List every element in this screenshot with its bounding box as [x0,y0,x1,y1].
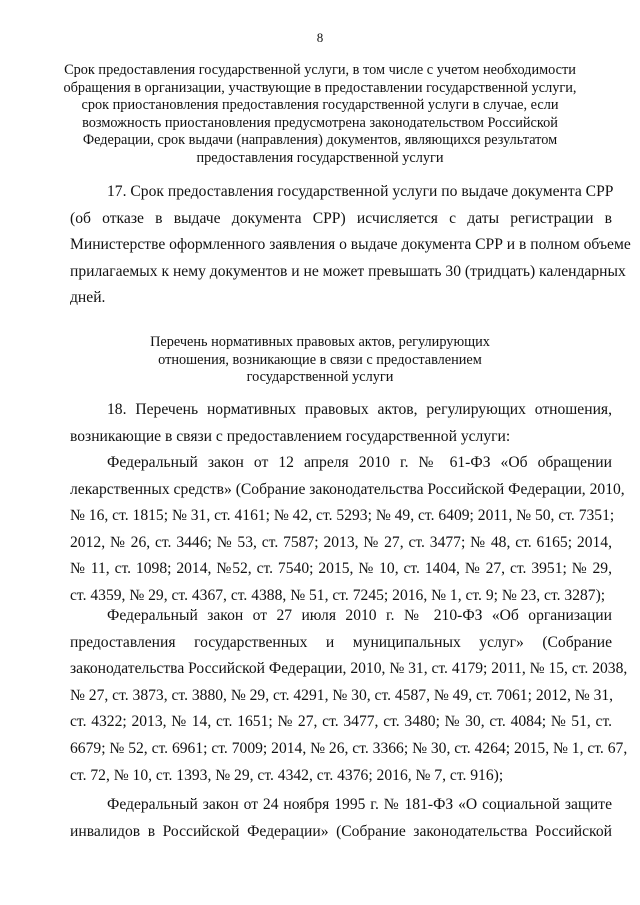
heading-line: государственной услуги [246,369,394,385]
paragraph-line: Федеральный закон от 12 апреля 2010 г. № 61-ФЗ «Об обращении [107,454,612,471]
paragraph-line: лекарственных средств» (Собрание законодательства Российской Федерации, 2010, [70,480,625,498]
paragraph-line: законодательства Российской Федерации, 2010, № 31, ст. 4179; 2011, № 15, ст. 2038, [70,660,628,678]
paragraph-line: № 11, ст. 1098; 2014, №52, ст. 7540; 2015, № 10, ст. 1404, № 27, ст. 3951; № 29, [70,560,612,578]
heading-line: отношения, возникающие в связи с предоставлением [158,351,482,368]
law-181-fz [70,792,612,845]
paragraph-line: ст. 72, № 10, ст. 1393, № 29, ст. 4342, ст. 4376; 2016, № 7, ст. 916); [70,766,504,784]
paragraph-line: 18. Перечень нормативных правовых актов, регулирующих отношения, [107,401,612,418]
law-61-fz [70,450,625,610]
heading-line: срок приостановления предоставления государственной услуги в случае, если [81,97,559,113]
heading-line: предоставления государственной услуги [196,149,444,166]
paragraph-17 [70,179,631,312]
paragraph-line: Федеральный закон от 27 июля 2010 г. № 210-ФЗ «Об организации [107,607,612,624]
paragraph-line: ст. 4359, № 29, ст. 4367, ст. 4388, № 51, ст. 7245; 2016, № 1, ст. 9; № 23, ст. 3287); [70,586,606,604]
paragraph-line: 6679; № 52, ст. 6961; ст. 7009; 2014, № 26, ст. 3366; № 30, ст. 4264; 2015, № 1, ст. 67, [70,739,628,757]
paragraph-line: Федеральный закон от 24 ноября 1995 г. № 181-ФЗ «О социальной защите [107,796,612,813]
paragraph-line: прилагаемых к нему документов и не может превышать 30 (тридцать) календарных [70,262,626,280]
paragraph-line: № 27, ст. 3873, ст. 3880, № 29, ст. 4291, № 30, ст. 4587, № 49, ст. 7061; 2012, № 31, [70,686,614,704]
paragraph-line: ст. 4322; 2013, № 14, ст. 1651; № 27, ст. 3477, ст. 3480; № 30, ст. 4084; № 51, ст. [70,713,612,731]
paragraph-line: инвалидов в Российской Федерации» (Собрание законодательства Российской [70,822,612,840]
paragraph-18 [70,397,612,450]
heading-line: Федерации, срок выдачи (направления) документов, являющихся результатом [82,132,558,148]
paragraph-line: 17. Срок предоставления государственной услуги по выдаче документа СРР [107,183,614,200]
paragraph-line: 2012, № 26, ст. 3446; № 53, ст. 7587; 2013, № 27, ст. 3477; № 48, ст. 6165; 2014, [70,533,612,551]
heading-line: Перечень нормативных правовых актов, регулирующих [150,334,490,350]
paragraph-line: предоставления государственных и муниципальных услуг» (Собрание [70,633,612,651]
paragraph-line: № 16, ст. 1815; № 31, ст. 4161; № 42, ст. 5293; № 49, ст. 6409; 2011, № 50, ст. 7351; [70,507,615,525]
heading-line: обращения в организации, участвующие в предоставлении государственной услуги, [63,79,577,96]
section-heading-legal-acts [40,334,600,387]
paragraph-line: дней. [70,289,106,307]
law-210-fz [70,603,628,789]
paragraph-line: Министерстве оформленного заявления о выдаче документа СРР и в полном объеме [70,236,631,254]
page-number: 8 [316,30,324,45]
heading-line: Срок предоставления государственной услуги, в том числе с учетом необходимости [64,62,576,78]
heading-line: возможность приостановления предусмотрена законодательством Российской [82,114,558,131]
paragraph-line: возникающие в связи с предоставлением государственной услуги: [70,427,511,445]
paragraph-line: (об отказе в выдаче документа СРР) исчисляется с даты регистрации в [70,209,612,227]
section-heading-service-term [40,62,600,167]
